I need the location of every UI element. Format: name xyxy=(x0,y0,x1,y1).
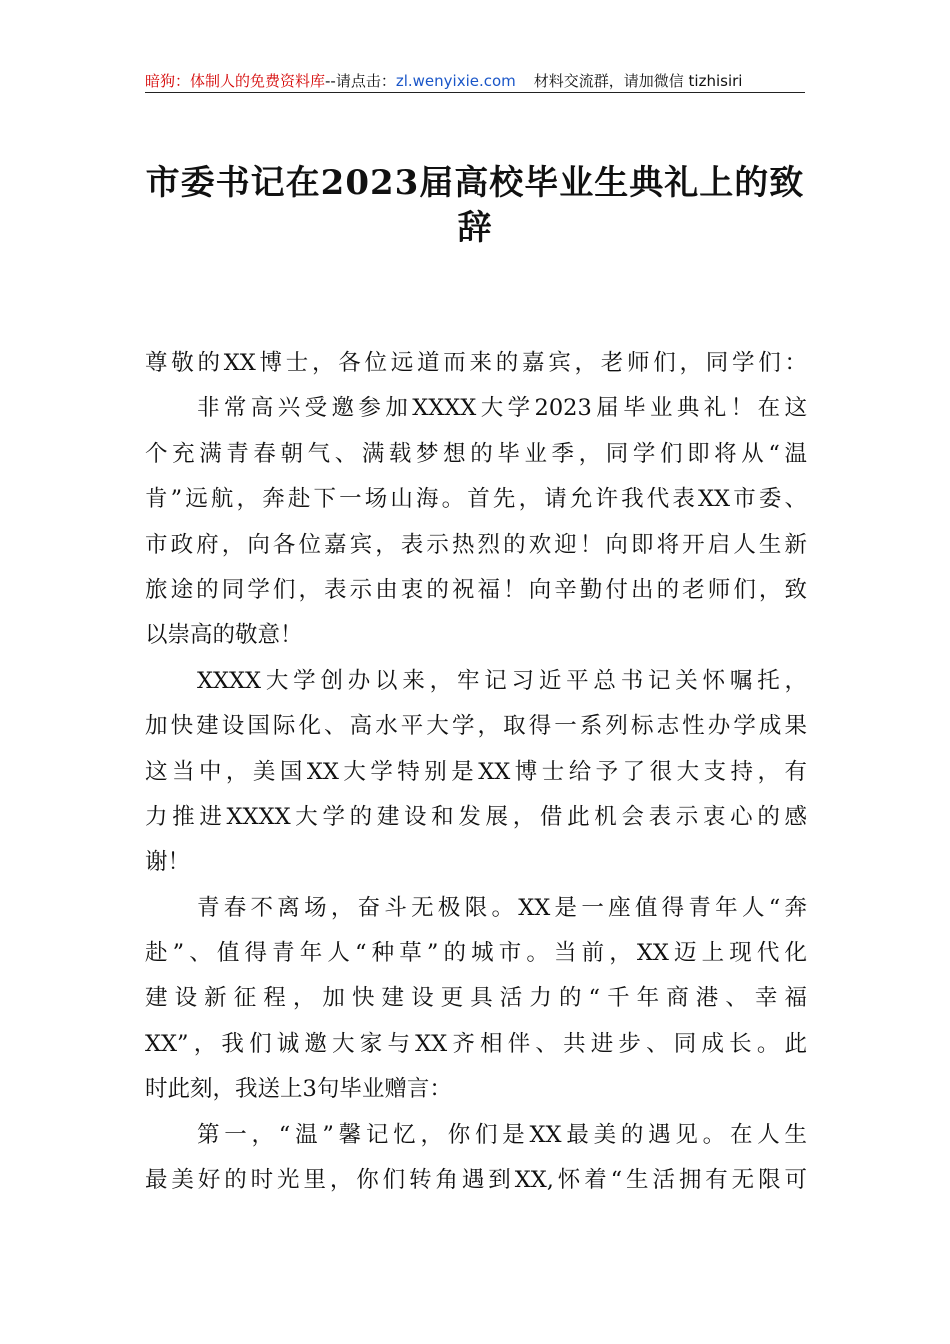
banner-click-prompt: --请点击： xyxy=(325,72,396,90)
body-line: 旅途的同学们，表示由衷的祝福！向辛勤付出的老师们，致 xyxy=(145,576,807,603)
body-line: 加快建设国际化、高水平大学，取得一系列标志性办学成果 xyxy=(145,713,807,740)
body-line: XX”，我们诚邀大家与XX齐相伴、共进步、同成长。此 xyxy=(145,1030,807,1057)
document-title xyxy=(140,148,810,249)
title-line-1: 市委书记在2023届高校毕业生典礼上的致 xyxy=(145,163,805,203)
body-line: 力推进XXXX大学的建设和发展，借此机会表示衷心的感 xyxy=(145,803,807,830)
title-line-2: 辞 xyxy=(457,208,493,249)
banner-wechat-note: 材料交流群，请加微信 tizhisiri xyxy=(533,72,743,90)
body-line: 赴”、值得青年人“种草”的城市。当前，XX迈上现代化 xyxy=(145,940,807,967)
body-line: 谢！ xyxy=(145,849,191,876)
body-line: 时此刻，我送上3句毕业赠言： xyxy=(145,1076,452,1103)
body-line: 建设新征程，加快建设更具活力的“千年商港、幸福 xyxy=(145,985,807,1012)
body-line: 第一，“温”馨记忆，你们是XX最美的遇见。在人生 xyxy=(197,1121,807,1148)
body-line: 非常高兴受邀参加XXXX大学2023届毕业典礼！在这 xyxy=(197,395,807,422)
body-line: 以崇高的敬意！ xyxy=(145,622,303,649)
body-line: 肯”远航，奔赴下一场山海。首先，请允许我代表XX市委、 xyxy=(145,486,807,513)
top-banner xyxy=(145,70,805,94)
body-line: 市政府，向各位嘉宾，表示热烈的欢迎！向即将开启人生新 xyxy=(145,531,807,558)
banner-url-link[interactable]: zl.wenyixie.com xyxy=(395,72,516,90)
body-line: 最美好的时光里，你们转角遇到XX,怀着“生活拥有无限可 xyxy=(145,1167,807,1194)
body-line: 这当中，美国XX大学特别是XX博士给予了很大支持，有 xyxy=(145,758,807,785)
salutation-line: 尊敬的XX博士，各位远道而来的嘉宾，老师们，同学们： xyxy=(145,350,807,376)
body-line: 青春不离场，奋斗无极限。XX是一座值得青年人“奔 xyxy=(197,894,807,921)
document-body xyxy=(145,341,807,1203)
header-divider xyxy=(145,92,805,93)
body-line: 个充满青春朝气、满载梦想的毕业季，同学们即将从“温 xyxy=(145,440,807,467)
body-line: XXXX大学创办以来，牢记习近平总书记关怀嘱托， xyxy=(197,667,807,694)
banner-site-name: 暗狗：体制人的免费资料库 xyxy=(145,72,326,90)
